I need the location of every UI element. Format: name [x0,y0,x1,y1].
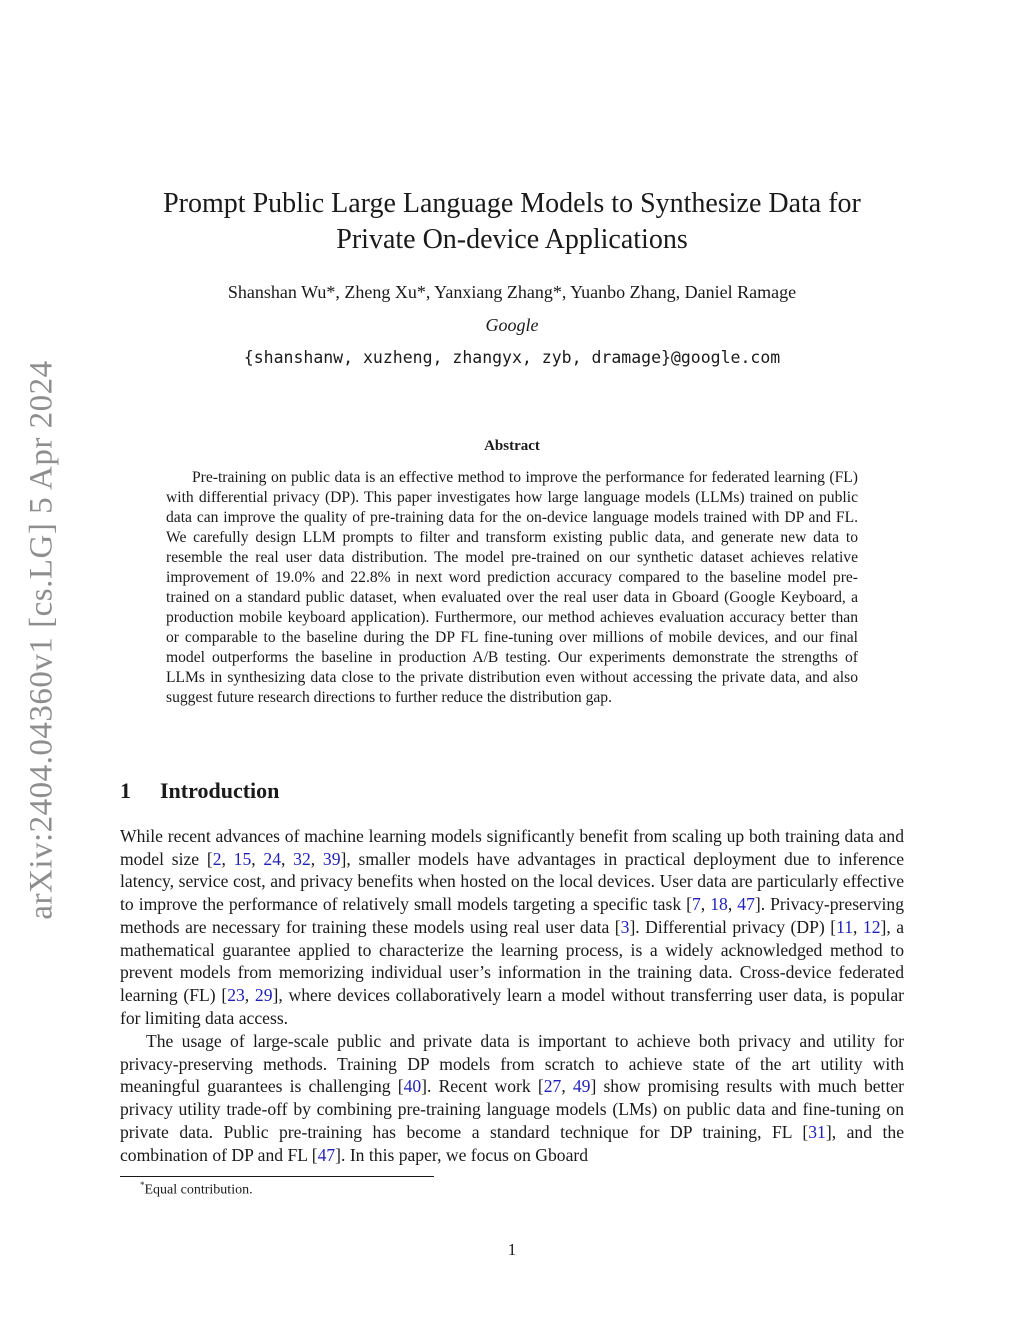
citation-link[interactable]: 24 [263,848,281,869]
text-run: ], a mathematical guarantee applied to characterize the learning process, is a widely acknowledged method to prevent models from memorizing individual user’s information in the training data. Cross-device federated learning (FL) [ [120,916,905,1005]
text-run: ]. Differential privacy (DP) [ [629,916,837,937]
arxiv-identifier-stamp: arXiv:2404.04360v1 [cs.LG] 5 Apr 2024 [23,360,60,920]
title-line-1: Prompt Public Large Language Models to Synthesize Data for [163,188,861,219]
text-run: While recent advances of machine learning models significantly benefit from scaling up both training data and model size [ [120,826,904,869]
citation-link[interactable]: 32 [293,848,311,869]
text-run: ], smaller models have advantages in practical deployment due to inference latency, service cost, and privacy benefits when hosted on the local devices. User data are particularly effective to improve the performance of relatively small models targeting a specific task [ [120,848,905,915]
citation-link[interactable]: 3 [620,916,630,937]
citation-link[interactable]: 29 [254,984,273,1005]
text-run: ] show promising results with much better privacy utility trade-off by combining pre-training language models (LMs) on public data and fine-tuning on private data. Public pre-training has become a standard technique for DP training, FL [ [120,1076,905,1142]
text-run: ]. In this paper, we focus on Gboard [335,1144,589,1165]
section-number: 1 [120,778,131,803]
footnote-marker: * [140,1180,145,1190]
citation-link[interactable]: 47 [737,894,755,915]
section-title: Introduction [160,778,280,803]
page-number: 1 [507,1240,517,1259]
intro-paragraph-1: While recent advances of machine learning models significantly benefit from scaling up both training data and model size [2, 15, 24, 32, 39], smaller models have advantages in practical deployment due to inference latency, service cost, and privacy benefits when hosted on the local devices. User data are particularly effective to improve the performance of relatively small models targeting a specific task [7, 18, 47]. Privacy-preserving methods are necessary for training these models using real user data [3]. Differential privacy (DP) [11, 12], a mathematical guarantee applied to characterize the learning process, is a widely acknowledged method to prevent models from memorizing individual user’s information in the training data. Cross-device federated learning (FL) [23, 29], where devices collaboratively learn a model without transferring user data, is popular for limiting data access. [120,826,905,1028]
footnote-text: Equal contribution. [144,1182,253,1198]
citation-link[interactable]: 15 [233,848,252,869]
abstract-heading: Abstract [484,438,540,454]
citation-link[interactable]: 47 [317,1144,336,1165]
author-list: Shanshan Wu*, Zheng Xu*, Yanxiang Zhang*, Yuanbo Zhang, Daniel Ramage [227,282,797,302]
text-run: ]. Privacy-preserving methods are necessary for training these models using real user data [ [120,894,905,937]
citation-link[interactable]: 7 [692,894,701,915]
text-run: ]. Recent work [ [421,1076,544,1097]
citation-link[interactable]: 11 [836,916,854,937]
citation-link[interactable]: 39 [322,848,341,869]
paper-title [112,186,912,258]
footnote [140,1180,253,1199]
text-run: ], where devices collaboratively learn a model without transferring user data, is popular for limiting data access. [120,984,904,1028]
text-run: ], and the combination of DP and FL [ [120,1121,904,1165]
citation-link[interactable]: 12 [862,916,881,937]
abstract-text: Pre-training on public data is an effective method to improve the performance for federated learning (FL) with differential privacy (DP). This paper investigates how large language models (LLMs) trained on public data can improve the quality of pre-training data for the on-device language models trained with DP and FL. We carefully design LLM prompts to filter and transform existing public data, and generate new data to resemble the real user data distribution. The model pre-trained on our synthetic dataset achieves relative improvement of 19.0% and 22.8% in next word prediction accuracy compared to the baseline model pre-trained on a standard public dataset, when evaluated over the real user data in Gboard (Google Keyboard, a production mobile keyboard application). Furthermore, our method achieves evaluation accuracy better than or comparable to the baseline during the DP FL fine-tuning over millions of mobile devices, and our final model outperforms the baseline in production A/B testing. Our experiments demonstrate the strengths of LLMs in synthesizing data close to the private distribution even without accessing the private data, and also suggest future research directions to further reduce the distribution gap. [166,469,858,706]
affiliation: Google [485,315,539,335]
citation-link[interactable]: 2 [212,848,222,869]
citation-link[interactable]: 23 [227,984,245,1005]
citation-link[interactable]: 18 [710,894,728,915]
citation-link[interactable]: 49 [572,1076,591,1097]
citation-link[interactable]: 31 [808,1121,826,1142]
citation-link[interactable]: 27 [543,1076,562,1097]
author-emails: {shanshanw, xuzheng, zhangyx, zyb, dramage}@google.com [243,348,781,367]
footnote-divider [120,1176,434,1177]
citation-link[interactable]: 40 [403,1076,422,1097]
section-heading [120,778,279,804]
title-line-2: Private On-device Applications [336,224,688,255]
intro-paragraph-2: The usage of large-scale public and private data is important to achieve both privacy and utility for privacy-preserving methods. Training DP models from scratch to achieve state of the art utility with meaningful guarantees is challenging [40]. Recent work [27, 49] show promising results with much better privacy utility trade-off by combining pre-training language models (LMs) on public data and fine-tuning on private data. Public pre-training has become a standard technique for DP training, FL [31], and the combination of DP and FL [47]. In this paper, we focus on Gboard [120,1031,905,1165]
text-run: The usage of large-scale public and private data is important to achieve both privacy and utility for privacy-preserving methods. Training DP models from scratch to achieve state of the art utility with meaningful guarantees is challenging [ [120,1031,904,1097]
